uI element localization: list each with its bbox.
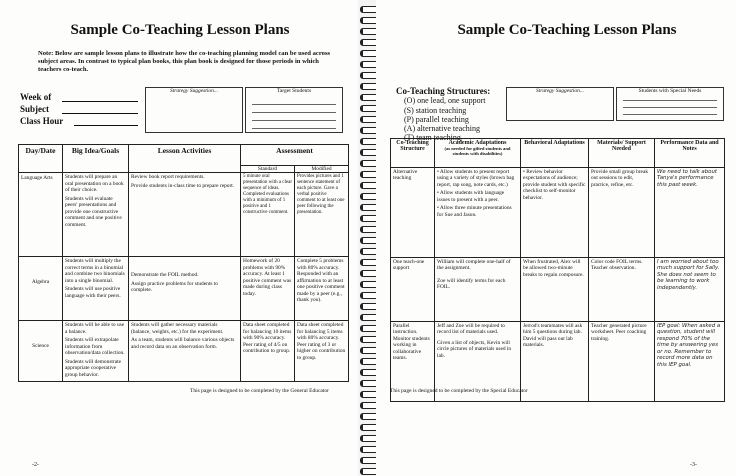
activities-cell: Demonstrate the FOIL method. Assign practice problems for students to complete.	[129, 257, 241, 321]
behavioral-cell: • Review behavior expectations of audience; provide student with specific checklist to self-monitor behavior.	[521, 168, 589, 258]
structure-item: (A) alternative teaching	[404, 123, 480, 133]
standard-cell: Homework of 20 problems with 90% accuracy. At least 1 positive comment was made during class today.	[241, 257, 295, 321]
structure-item: (T) team teaching	[404, 133, 461, 143]
subject-line	[62, 113, 138, 114]
standard-cell: Data sheet completed for balancing 10 items with 90% accuracy. Peer rating of 4/5 on contribution to group.	[241, 321, 295, 382]
page-number: -3-	[690, 462, 697, 468]
notes-cell: IEP goal: When asked a question, student will respond 70% of the time by answering yes or no. Remember to record more data on this IEP goal.	[655, 322, 725, 402]
standard-cell: 5 minute oral presentation with a clear sequence of ideas. Completed evaluations with a minimum of 1 positive and 1 constructive comment.	[241, 173, 295, 257]
materials-cell: Color code FOIL terms. Teacher observation.	[589, 258, 655, 322]
left-page	[0, 0, 360, 476]
academic-cell: Jeff and Zoe will be required to record list of materials used. Given a list of objects, Kevin will circle pictures of materials used in lab.	[435, 322, 521, 402]
subject-cell: Science	[19, 321, 63, 382]
header-assessment: Assessment	[241, 145, 349, 166]
header-materials: Materials/ Support Needed	[589, 139, 655, 168]
left-lesson-table	[18, 144, 349, 382]
behavioral-cell: When frustrated, Alex will be allowed two-minute breaks to regain composure.	[521, 258, 589, 322]
strategy-box	[145, 87, 243, 133]
header-day-date: Day/Date	[19, 145, 63, 173]
goals-cell: Students will multiply the correct terms in a binomial and combine two binomials into a single binomial. Students will use positive language with their peers.	[63, 257, 129, 321]
header-structure: Co-Teaching Structure	[391, 139, 435, 168]
page-number: -2-	[32, 462, 39, 468]
notes-cell: I am worried about too much support for Sally. She does not seem to be learning to work independently.	[655, 258, 725, 322]
header-modified: Modified	[295, 166, 349, 173]
header-academic: Academic Adaptations (as needed for gifted students and students with disabilities)	[435, 139, 521, 168]
table-row	[19, 321, 349, 382]
right-page	[376, 0, 736, 476]
subject-cell: Language Arts	[19, 173, 63, 257]
target-students-box	[245, 87, 343, 133]
modified-cell: Complete 5 problems with 80% accuracy. Responded with an affirmation to at least one positive comment made by a peer (e.g., thank you).	[295, 257, 349, 321]
notes-cell: We need to talk about Tanya's performance this past week.	[655, 168, 725, 258]
header-behavioral: Behavioral Adaptations	[521, 139, 589, 168]
header-performance: Performance Data and Notes	[655, 139, 725, 168]
class-hour-label: Class Hour	[20, 116, 64, 126]
intro-note: Note: Below are sample lesson plans to illustrate how the co-teaching planning model can be used across subject areas. In contrast to typical plan books, this plan book is designed for those periods in which teachers co-teach.	[38, 50, 331, 74]
structures-title: Co-Teaching Structures:	[396, 86, 491, 96]
behavioral-cell: Jerrod's teammates will ask him 5 questions during lab. David will pass out lab materials.	[521, 322, 589, 402]
target-students-label: Target Students	[276, 88, 312, 94]
page-title: Sample Co-Teaching Lesson Plans	[70, 22, 290, 38]
special-needs-box	[616, 87, 724, 121]
footer-note: This page is designed to be completed by the General Educator	[190, 388, 329, 394]
table-row	[391, 258, 725, 322]
special-needs-label: Students with Special Needs	[638, 88, 702, 94]
structure-cell: Alternative teaching	[391, 168, 435, 258]
structure-cell: Parallel instruction. Monitor students working in collaborative teams.	[391, 322, 435, 402]
footer-note: This page is designed to be completed by the Special Educator	[390, 388, 528, 394]
strategy-box	[506, 87, 614, 121]
co-teaching-structures	[396, 86, 490, 142]
subject-cell: Algebra	[19, 257, 63, 321]
table-row	[391, 168, 725, 258]
structure-item: (S) station teaching	[404, 105, 467, 115]
academic-subheader: (as needed for gifted students and students with disabilities)	[444, 146, 511, 156]
materials-cell: Teacher generated picture worksheet. Peer coaching training.	[589, 322, 655, 402]
activities-cell: Students will gather necessary materials (balance, weights, etc.) for the experiment. As a team, students will balance various objects and record data on an observation form.	[129, 321, 241, 382]
header-lesson-activities: Lesson Activities	[129, 145, 241, 173]
structure-item: (P) parallel teaching	[404, 114, 469, 124]
structure-item: (O) one lead, one support	[404, 96, 486, 106]
academic-cell: William will complete one-half of the assignment. Zoe will identify terms for each FOIL.	[435, 258, 521, 322]
structure-cell: One teach-one support	[391, 258, 435, 322]
page-title: Sample Co-Teaching Lesson Plans	[457, 22, 677, 38]
week-of-line	[62, 101, 138, 102]
right-lesson-table	[390, 138, 725, 402]
class-hour-line	[74, 125, 138, 126]
table-row	[19, 257, 349, 321]
activities-cell: Review book report requirements. Provide students in-class time to prepare report.	[129, 173, 241, 257]
academic-cell: • Allow students to present report using a variety of styles (brown bag report, rap song, note cards, etc.) • Allow students with language issues to present with a peer. • Allow three minute presentations for Sue and Jason.	[435, 168, 521, 258]
week-of-label: Week of	[20, 92, 52, 102]
materials-cell: Provide small group break out sessions to edit, practice, refine, etc.	[589, 168, 655, 258]
subject-label: Subject	[20, 104, 49, 114]
modified-cell: Data sheet completed for balancing 5 items with 80% accuracy. Peer rating of 3 or higher on contribution to group.	[295, 321, 349, 382]
strategy-label: Strategy Suggestion...	[170, 88, 218, 94]
strategy-label: Strategy Suggestion...	[536, 88, 584, 94]
header-big-idea: Big Idea/Goals	[63, 145, 129, 173]
goals-cell: Students will be able to use a balance. Students will extrapolate information from observation/data collection. Students will demonstrate appropriate cooperative group behavior.	[63, 321, 129, 382]
table-row	[19, 173, 349, 257]
goals-cell: Students will prepare an oral presentation on a book of their choice. Students will evaluate peers' presentations and provide one constructive comment and one positive comment.	[63, 173, 129, 257]
header-standard: Standard	[241, 166, 295, 173]
modified-cell: Provides pictures and 1 sentence statement of each picture. Gave a verbal positive comment to at least one peer following the presentation.	[295, 173, 349, 257]
